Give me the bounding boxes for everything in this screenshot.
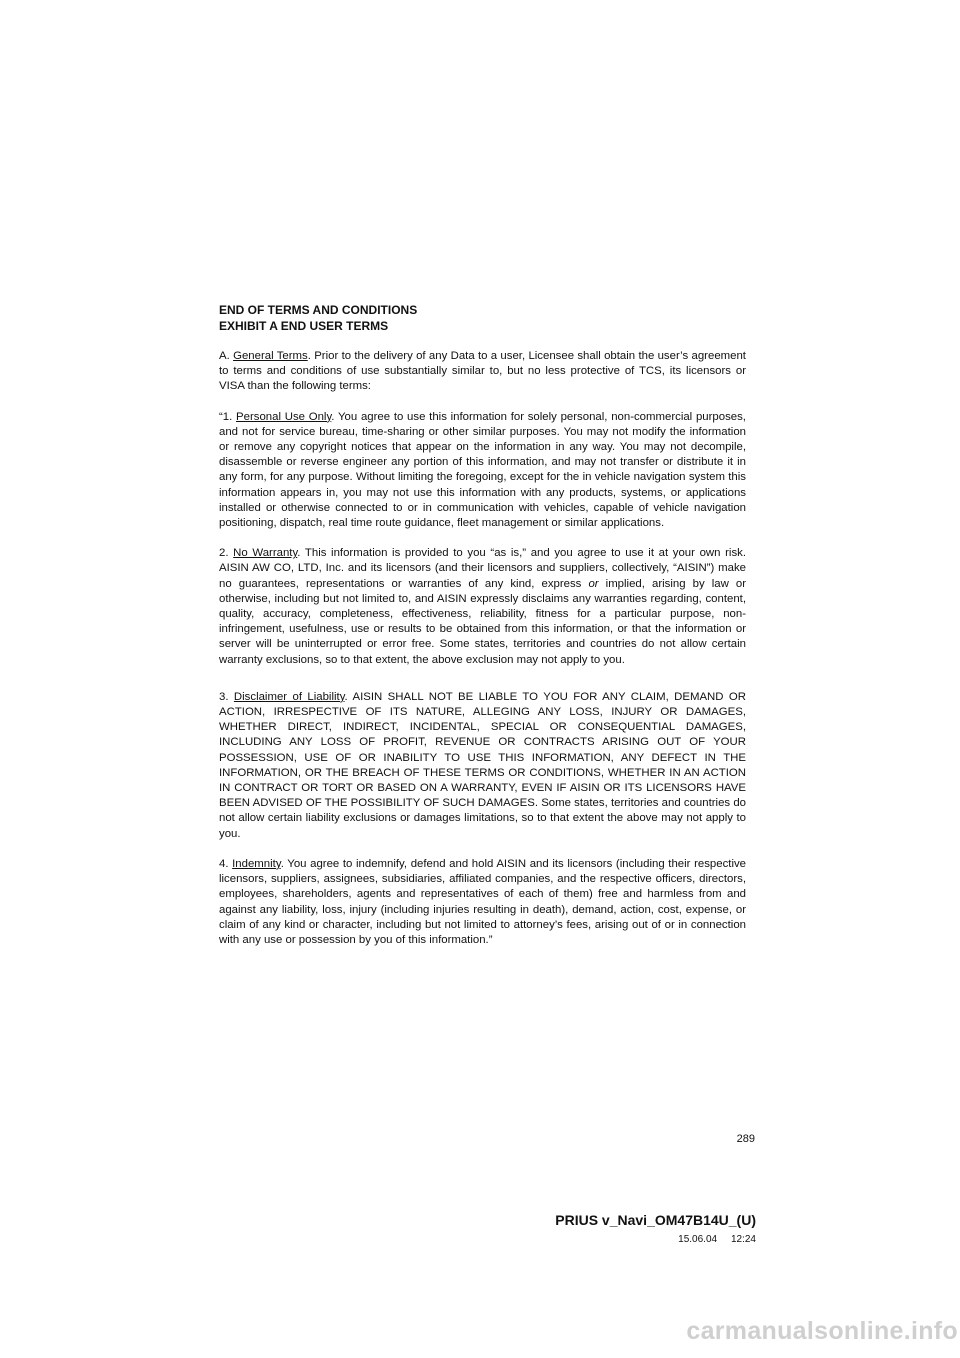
- section-2-body-start: . This information is provided to you “as is,” and you agree to use it at your own risk. AISIN AW CO, LTD, Inc. and its licensors (and their licensors and suppliers, collectively, “AISIN”) make no guarantees, representations or warranties of any kind, express: [219, 547, 746, 590]
- section-2-paragraph: [219, 546, 746, 668]
- section-3-title: Disclaimer of Liability: [233, 690, 345, 703]
- section-3-prefix: 3.: [219, 690, 234, 703]
- section-a-paragraph: [219, 349, 746, 395]
- section-4-prefix: 4.: [219, 857, 233, 870]
- section-1-paragraph: [219, 410, 746, 532]
- section-a-prefix: A.: [219, 350, 234, 362]
- page-number: 289: [736, 1133, 755, 1145]
- section-3-body: . AISIN SHALL NOT BE LIABLE TO YOU FOR ANY CLAIM, DEMAND OR ACTION, IRRESPECTIVE OF ITS NATURE, ALLEGING ANY LOSS, INJURY OR DAMAGES, WHETHER DIRECT, INDIRECT, INCIDENTAL, SPECIAL OR CONSEQUENTIAL DAMAGES, INCLUDING ANY LOSS OF PROFIT, REVENUE OR CONTRACTS ARISING OUT OF YOUR POSSESSION, USE OF OR INABILITY TO USE THIS INFORMATION, ANY DEFECT IN THE INFORMATION, OR THE BREACH OF THESE TERMS OR CONDITIONS, WHETHER IN AN ACTION IN CONTRACT OR TORT OR BASED ON A WARRANTY, EVEN IF AISIN OR ITS LICENSORS HAVE BEEN ADVISED OF THE POSSIBILITY OF SUCH DAMAGES. Some states, territories and countries do not allow certain liability exclusions or damages limitations, so to that extent the above may not apply to you.: [219, 690, 746, 840]
- section-4-paragraph: [219, 857, 746, 948]
- document-id: PRIUS v_Navi_OM47B14U_(U): [555, 1212, 756, 1228]
- section-2-body-end: implied, arising by law or otherwise, including but not limited to, and AISIN expressly disclaims any warranties regarding, content, quality, accuracy, completeness, effectiveness, reliability, fitness for a particular purpose, non-infringement, usefulness, use or results to be obtained from this information, or that the information or server will be uninterrupted or error free. Some states, territories and countries do not allow certain warranty exclusions, so to that extent, the above exclusion may not apply to you.: [219, 577, 746, 666]
- section-3-paragraph: [219, 690, 746, 842]
- heading-end-of-terms: END OF TERMS AND CONDITIONS: [219, 303, 418, 317]
- heading-exhibit-a: EXHIBIT A END USER TERMS: [219, 318, 389, 333]
- section-a-title: General Terms: [233, 350, 308, 362]
- section-1-prefix: “1.: [219, 410, 237, 423]
- section-2-or-word: or: [588, 577, 599, 590]
- section-4-body: . You agree to indemnify, defend and hold AISIN and its licensors (including their respective licensors, suppliers, assignees, subsidiaries, affiliated companies, and the respective officers, directors, employees, shareholders, agents and representatives of each of them) free and harmless from and against any liability, loss, injury (including injuries resulting in death), demand, action, cost, expense, or claim of any kind or character, including but not limited to attorney’s fees, arising out of or in connection with any use or possession by you of this information.”: [219, 857, 747, 946]
- section-2-prefix: 2.: [219, 547, 234, 560]
- section-1-title: Personal Use Only: [236, 410, 332, 423]
- document-body: [219, 303, 746, 948]
- section-2-title: No Warranty: [233, 547, 298, 560]
- section-a-body: . Prior to the delivery of any Data to a user, Licensee shall obtain the user’s agreement to terms and conditions of use substantially similar to, but no less protective of TCS, its licensors or VISA than the following terms:: [219, 350, 746, 393]
- section-4-title: Indemnity: [232, 857, 281, 870]
- section-1-body: . You agree to use this information for solely personal, non-commercial purposes, and not for service bureau, time-sharing or other similar purposes. You may not modify the information or remove any copyright notices that appear on the information in any way. You may not decompile, disassemble or reverse engineer any portion of this information, and may not transfer or distribute it in any form, for any purpose. Without limiting the foregoing, except for the in vehicle navigation system this information appears in, you may not use this information with any products, systems, or applications installed or otherwise connected to or in communication with vehicles, capable of vehicle navigation positioning, dispatch, real time route guidance, fleet management or similar applications.: [219, 410, 746, 530]
- document-timestamp: 15.06.04 12:24: [678, 1234, 756, 1245]
- site-watermark: carmanualsonline.info: [686, 1317, 958, 1345]
